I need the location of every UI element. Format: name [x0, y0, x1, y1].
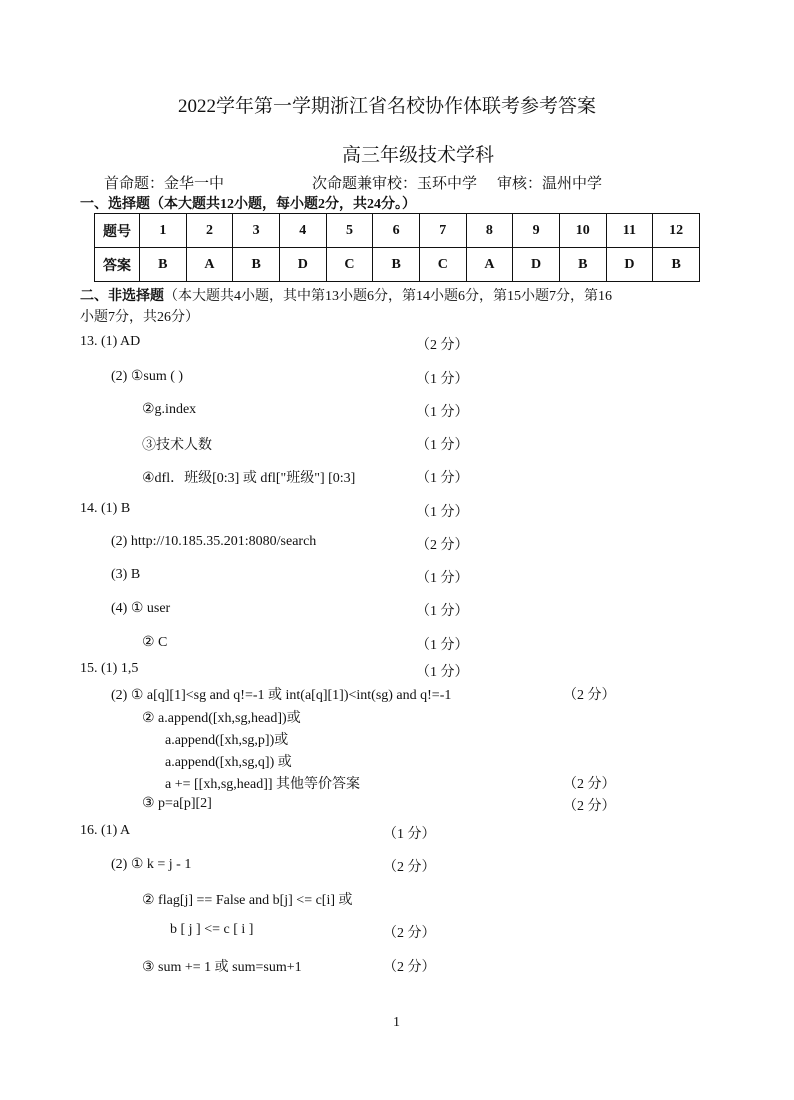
table-cell: D [279, 248, 326, 282]
table-cell: 12 [653, 214, 700, 248]
score: （1 分） [416, 405, 469, 420]
answer-line: a.append([xh,sg,p])或 [165, 733, 289, 748]
answer-line: (2) ① a[q][1]<sg and q!=-1 或 int(a[q][1])<int(sg) and q!=-1 [111, 688, 452, 703]
answer-line: ③ sum += 1 或 sum=sum+1 [142, 960, 302, 975]
table-cell: C [419, 248, 466, 282]
answer-line: (2) ①sum ( ) [111, 369, 184, 384]
table-cell: 4 [279, 214, 326, 248]
answer-line: 15. (1) 1,5 [80, 661, 139, 676]
table-cell: 11 [606, 214, 653, 248]
table-cell: B [233, 248, 280, 282]
answer-line: ② C [142, 635, 168, 650]
section1-label: 一、选择题 [80, 197, 150, 212]
score: （1 分） [416, 505, 469, 520]
table-cell: 8 [466, 214, 513, 248]
answer-line: 14. (1) B [80, 501, 131, 516]
answer-line: (2) ① k = j - 1 [111, 857, 192, 872]
author-second: 次命题兼审校：玉环中学 [312, 176, 478, 192]
section2-label: 二、非选择题 [80, 289, 164, 304]
score: （1 分） [416, 571, 469, 586]
score: （1 分） [416, 471, 469, 486]
row-head-answer: 答案 [95, 248, 140, 282]
table-cell: B [653, 248, 700, 282]
table-cell: 9 [513, 214, 560, 248]
row-head-number: 题号 [95, 214, 140, 248]
table-cell: 3 [233, 214, 280, 248]
answer-line: ④dfl．班级[0:3] 或 dfl["班级"] [0:3] [142, 471, 356, 486]
score: （2 分） [563, 799, 616, 814]
score: （2 分） [416, 538, 469, 553]
answer-line: b [ j ] <= c [ i ] [170, 922, 254, 937]
answer-line: ③技术人数 [142, 438, 212, 453]
table-cell: 7 [419, 214, 466, 248]
table-cell: B [373, 248, 420, 282]
table-cell: B [559, 248, 606, 282]
table-cell: D [513, 248, 560, 282]
score: （1 分） [416, 438, 469, 453]
answer-line: 16. (1) A [80, 823, 131, 838]
answer-line: a.append([xh,sg,q]) 或 [165, 755, 292, 770]
table-cell: 10 [559, 214, 606, 248]
section2-note-line2: 小题7分，共26分） [80, 310, 199, 325]
table-cell: D [606, 248, 653, 282]
answer-line: (2) http://10.185.35.201:8080/search [111, 534, 317, 549]
answer-line: ② flag[j] == False and b[j] <= c[i] 或 [142, 893, 353, 908]
table-row-answers [95, 248, 700, 282]
score: （2 分） [563, 777, 616, 792]
answer-line: (3) B [111, 567, 141, 582]
table-cell: B [140, 248, 187, 282]
table-cell: C [326, 248, 373, 282]
score: （2 分） [383, 860, 436, 875]
answer-line: a += [[xh,sg,head]] 其他等价答案 [165, 777, 361, 792]
author-review: 审核：温州中学 [497, 176, 603, 192]
table-cell: 1 [140, 214, 187, 248]
page-subtitle: 高三年级技术学科 [342, 145, 495, 166]
section1-note: （本大题共12小题，每小题2分，共24分。） [150, 197, 416, 212]
score: （1 分） [416, 638, 469, 653]
section2-note-line1: （本大题共4小题，其中第13小题6分，第14小题6分，第15小题7分，第16 [164, 289, 612, 304]
table-cell: A [466, 248, 513, 282]
author-first: 首命题：金华一中 [104, 176, 225, 192]
table-cell: 6 [373, 214, 420, 248]
score: （2 分） [416, 338, 469, 353]
score: （1 分） [416, 372, 469, 387]
table-cell: 2 [186, 214, 233, 248]
page-title: 2022学年第一学期浙江省名校协作体联考参考答案 [178, 96, 597, 117]
score: （1 分） [416, 604, 469, 619]
score: （2 分） [383, 926, 436, 941]
section1-heading [80, 193, 416, 213]
table-cell: 5 [326, 214, 373, 248]
score: （1 分） [416, 665, 469, 680]
table-cell: A [186, 248, 233, 282]
answer-line: 13. (1) AD [80, 334, 141, 349]
table-row-numbers [95, 214, 700, 248]
answer-line: ②g.index [142, 402, 197, 417]
score: （2 分） [563, 688, 616, 703]
answer-line: (4) ① user [111, 601, 171, 616]
score: （1 分） [383, 827, 436, 842]
answer-line: ② a.append([xh,sg,head])或 [142, 711, 301, 726]
page-number: 1 [393, 1015, 400, 1030]
answer-table [94, 213, 700, 282]
score: （2 分） [383, 960, 436, 975]
section2-heading [80, 285, 612, 305]
answer-line: ③ p=a[p][2] [142, 796, 212, 811]
